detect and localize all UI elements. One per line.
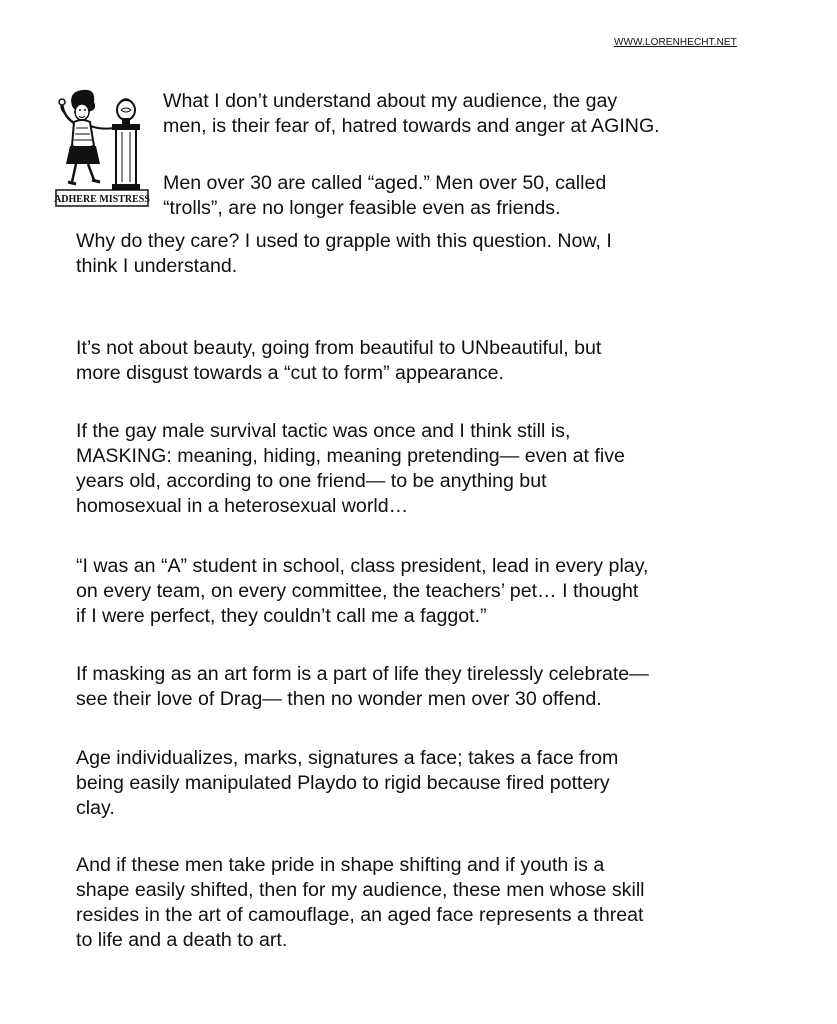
paragraph-line: And if these men take pride in shape shifting and if youth is a (76, 854, 605, 876)
paragraph-line: Why do they care? I used to grapple with this question. Now, I (76, 230, 612, 252)
paragraph-5 (76, 419, 776, 519)
paragraph-line: men, is their fear of, hatred towards and anger at AGING. (163, 115, 660, 137)
paragraph-line: shape easily shifted, then for my audience, these men whose skill (76, 879, 645, 901)
paragraph-line: see their love of Drag— then no wonder men over 30 offend. (76, 688, 602, 710)
paragraph-line: resides in the art of camouflage, an aged face represents a threat (76, 904, 644, 926)
site-url-link[interactable]: WWW.LORENHECHT.NET (614, 37, 737, 48)
paragraph-line: more disgust towards a “cut to form” appearance. (76, 362, 504, 384)
paragraph-line: being easily manipulated Playdo to rigid because fired pottery (76, 772, 610, 794)
paragraph-line: think I understand. (76, 255, 238, 277)
paragraph-line: Age individualizes, marks, signatures a face; takes a face from (76, 747, 619, 769)
paragraph-8 (76, 746, 776, 821)
paragraph-line: MASKING: meaning, hiding, meaning pretending— even at five (76, 445, 625, 467)
paragraph-line: “trolls”, are no longer feasible even as friends. (163, 197, 561, 219)
paragraph-2 (163, 171, 803, 221)
paragraph-line: homosexual in a heterosexual world… (76, 495, 409, 517)
paragraph-7 (76, 662, 776, 712)
paragraph-9 (76, 853, 776, 953)
logo-caption: ADHERE MISTRESS (54, 194, 150, 205)
paragraph-line: It’s not about beauty, going from beautiful to UNbeautiful, but (76, 337, 602, 359)
paragraph-line: What I don’t understand about my audience, the gay (163, 90, 618, 112)
paragraph-line: if I were perfect, they couldn’t call me a faggot.” (76, 605, 487, 627)
paragraph-line: clay. (76, 797, 115, 819)
paragraph-3 (76, 229, 776, 279)
paragraph-line: If the gay male survival tactic was once and I think still is, (76, 420, 571, 442)
cartoon-figure-logo (54, 88, 150, 210)
paragraph-line: on every team, on every committee, the teachers’ pet… I thought (76, 580, 639, 602)
paragraph-line: to life and a death to art. (76, 929, 288, 951)
paragraph-line: Men over 30 are called “aged.” Men over 50, called (163, 172, 607, 194)
paragraph-4 (76, 336, 776, 386)
paragraph-6-quote (76, 554, 776, 629)
paragraph-line: If masking as an art form is a part of life they tirelessly celebrate— (76, 663, 649, 685)
paragraph-line: “I was an “A” student in school, class president, lead in every play, (76, 555, 649, 577)
paragraph-line: years old, according to one friend— to be anything but (76, 470, 547, 492)
paragraph-1 (163, 89, 803, 139)
